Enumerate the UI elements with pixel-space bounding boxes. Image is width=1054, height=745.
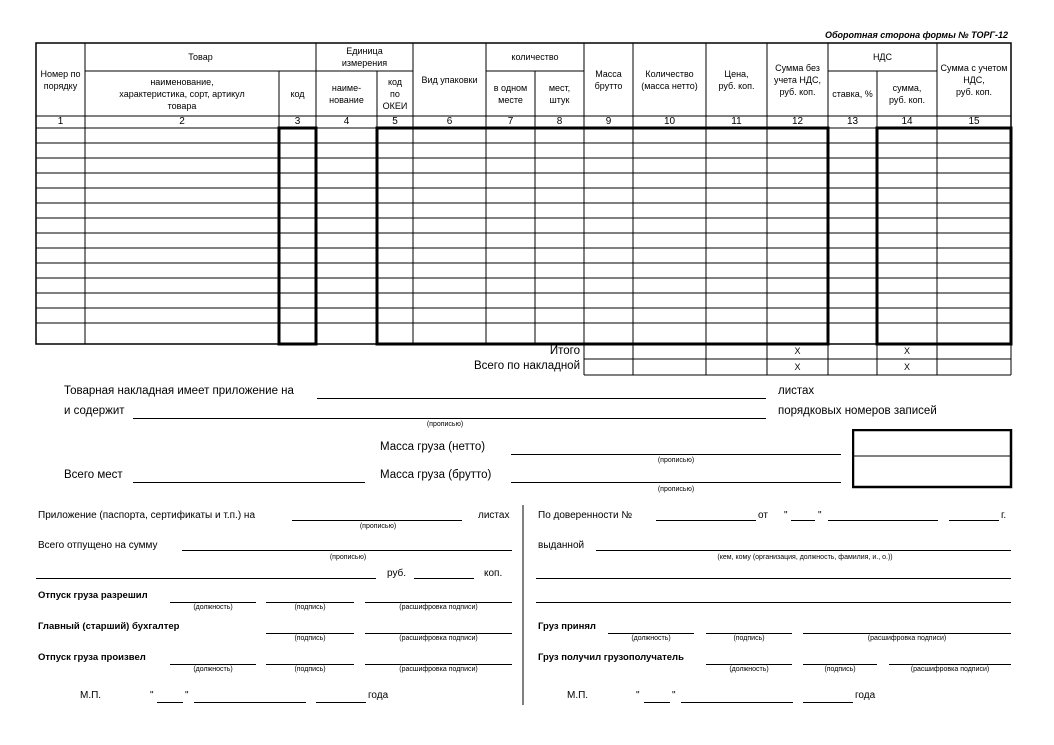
- chief-accountant-decoding[interactable]: [365, 633, 512, 634]
- released-sum-field[interactable]: [182, 550, 512, 551]
- header-net-qty: Количество (масса нетто): [641, 68, 698, 91]
- left-quote-open: ": [150, 690, 154, 701]
- proxy-day-field[interactable]: [791, 520, 815, 521]
- left-year-label: года: [368, 690, 389, 701]
- release-done-label: Отпуск груза произвел: [38, 652, 146, 663]
- proxy-from-label: от: [758, 510, 768, 521]
- vsego-x-sum: X: [794, 362, 801, 372]
- header-quantity: количество: [511, 52, 559, 62]
- release-done-decoding[interactable]: [365, 664, 512, 665]
- proxy-quote-open: ": [784, 510, 788, 521]
- mass-gross-label: Масса груза (брутто): [380, 469, 492, 481]
- right-mp-label: М.П.: [567, 690, 589, 701]
- mass-net-label: Масса груза (нетто): [380, 441, 486, 453]
- cargo-received-label: Груз получил грузополучатель: [538, 652, 684, 663]
- col-num-3: 3: [294, 116, 301, 127]
- total-places-field[interactable]: [133, 482, 365, 483]
- proxy-year-field[interactable]: [949, 520, 999, 521]
- release-allowed-decoding[interactable]: [365, 602, 512, 603]
- appendix-sheets-field[interactable]: [292, 520, 462, 521]
- attachment-text: Товарная накладная имеет приложение на: [64, 385, 294, 397]
- appendix-caption: (прописью): [359, 523, 397, 530]
- cargo-accepted-signature[interactable]: [706, 633, 792, 634]
- proxy-quote-close: ": [818, 510, 822, 521]
- cargo-received-signature[interactable]: [803, 664, 877, 665]
- cargo-accepted-decoding[interactable]: [803, 633, 1011, 634]
- col-num-4: 4: [343, 116, 350, 127]
- col-num-1: 1: [57, 116, 64, 127]
- header-sum-with-vat: Сумма с учетом НДС, руб. коп.: [940, 62, 1008, 97]
- col-num-14: 14: [901, 116, 913, 127]
- mass-net-caption: (прописью): [657, 457, 695, 464]
- col-num-12: 12: [791, 116, 804, 127]
- header-row-number: Номер по порядку: [40, 68, 81, 91]
- totals-vsego-label: Всего по накладной: [473, 360, 580, 372]
- release-done-decoding-caption: (расшифровка подписи): [399, 666, 478, 673]
- issued-field[interactable]: [596, 550, 1011, 551]
- header-vat-sum: сумма, руб. коп.: [888, 82, 926, 105]
- issued-caption: (кем, кому (организация, должность, фамилия, и., о.)): [717, 554, 893, 561]
- total-places-label: Всего мест: [64, 469, 123, 481]
- chief-accountant-signature[interactable]: [266, 633, 354, 634]
- header-sum-no-vat: Сумма без учета НДС, руб. коп.: [773, 62, 822, 97]
- release-allowed-position-caption: (должность): [193, 604, 233, 611]
- issued-field-2[interactable]: [536, 578, 1011, 579]
- header-goods-name: наименование, характеристика, сорт, артикул товара: [119, 76, 245, 111]
- attachment-sheets-field[interactable]: [317, 398, 766, 399]
- chief-accountant-signature-caption: (подпись): [294, 635, 326, 642]
- right-quote-open: ": [636, 690, 640, 701]
- release-allowed-decoding-caption: (расшифровка подписи): [399, 604, 478, 611]
- proxy-label: По доверенности №: [538, 510, 633, 521]
- release-allowed-signature[interactable]: [266, 602, 354, 603]
- contains-text: и содержит: [64, 405, 125, 417]
- right-year-label: года: [855, 690, 876, 701]
- col-num-5: 5: [392, 116, 398, 127]
- proxy-month-field[interactable]: [828, 520, 938, 521]
- left-quote-close: ": [185, 690, 189, 701]
- col-num-9: 9: [605, 116, 612, 127]
- cargo-received-signature-caption: (подпись): [824, 666, 856, 673]
- cargo-accepted-decoding-caption: (расшифровка подписи): [867, 635, 947, 642]
- form-title: Оборотная сторона формы № ТОРГ-12: [824, 30, 1008, 40]
- rub-label: руб.: [387, 568, 407, 579]
- right-day-field[interactable]: [644, 702, 670, 703]
- right-quote-close: ": [672, 690, 676, 701]
- cargo-accepted-position[interactable]: [608, 633, 694, 634]
- header-goods-code: код: [290, 88, 305, 99]
- col-num-6: 6: [446, 116, 453, 127]
- records-caption: (прописью): [426, 421, 464, 428]
- records-count-field[interactable]: [133, 418, 766, 419]
- col-num-11: 11: [731, 116, 742, 127]
- released-sum-label: Всего отпущено на сумму: [38, 540, 158, 551]
- col-num-2: 2: [179, 116, 185, 127]
- mass-gross-caption: (прописью): [657, 486, 695, 493]
- cargo-received-position[interactable]: [706, 664, 792, 665]
- attachment-sheets-label: листах: [778, 385, 815, 397]
- vsego-x-vat: X: [903, 362, 910, 372]
- header-unit: Единица измерения: [341, 46, 388, 68]
- header-qty-in-place: в одном месте: [493, 82, 528, 105]
- appendix-sheets-label: листах: [478, 510, 510, 521]
- col-num-7: 7: [507, 116, 514, 127]
- itogo-x-sum: X: [794, 346, 801, 356]
- released-sum-field-2[interactable]: [36, 578, 376, 579]
- kop-label: коп.: [484, 568, 503, 579]
- kop-field[interactable]: [414, 578, 474, 579]
- header-price: Цена, руб. коп.: [718, 68, 755, 91]
- issued-label: выданной: [538, 540, 585, 551]
- left-month-field[interactable]: [194, 702, 306, 703]
- col-num-13: 13: [846, 116, 859, 127]
- header-vat: НДС: [872, 52, 893, 62]
- mass-gross-field[interactable]: [511, 482, 841, 483]
- chief-accountant-label: Главный (старший) бухгалтер: [38, 621, 180, 632]
- left-year-field[interactable]: [316, 702, 366, 703]
- right-month-field[interactable]: [681, 702, 793, 703]
- release-allowed-label: Отпуск груза разрешил: [38, 590, 148, 601]
- header-unit-okei: код по ОКЕИ: [382, 76, 408, 111]
- release-done-position[interactable]: [170, 664, 256, 665]
- cargo-accepted-signature-caption: (подпись): [733, 635, 765, 642]
- release-done-signature[interactable]: [266, 664, 354, 665]
- header-unit-name: наиме- нование: [329, 82, 364, 105]
- col-num-8: 8: [556, 116, 563, 127]
- release-done-signature-caption: (подпись): [294, 666, 326, 673]
- header-vat-rate: ставка, %: [832, 88, 873, 99]
- appendix-label: Приложение (паспорта, сертификаты и т.п.) на: [38, 510, 256, 521]
- cargo-received-decoding[interactable]: [889, 664, 1011, 665]
- issued-field-3[interactable]: [536, 602, 1011, 603]
- release-done-position-caption: (должность): [193, 666, 233, 673]
- header-pack-type: Вид упаковки: [421, 74, 478, 85]
- cargo-accepted-label: Груз принял: [538, 621, 596, 632]
- col-num-10: 10: [663, 116, 676, 127]
- released-sum-caption: (прописью): [329, 554, 367, 561]
- mass-net-field[interactable]: [511, 454, 841, 455]
- cargo-received-position-caption: (должность): [729, 666, 769, 673]
- column-divider: [522, 505, 524, 705]
- mass-box: [852, 429, 1014, 489]
- chief-accountant-decoding-caption: (расшифровка подписи): [399, 635, 478, 642]
- records-label: порядковых номеров записей: [778, 405, 937, 417]
- col-num-15: 15: [968, 116, 980, 127]
- left-day-field[interactable]: [157, 702, 183, 703]
- totals-itogo-label: Итого: [549, 345, 580, 357]
- cargo-accepted-position-caption: (должность): [631, 635, 671, 642]
- header-qty-places: мест, штук: [548, 82, 571, 105]
- right-year-field[interactable]: [803, 702, 853, 703]
- itogo-x-vat: X: [903, 346, 910, 356]
- header-gross-mass: Масса брутто: [594, 68, 623, 91]
- header-goods: Товар: [188, 52, 213, 62]
- proxy-g-label: г.: [1001, 510, 1007, 521]
- release-allowed-position[interactable]: [170, 602, 256, 603]
- release-allowed-signature-caption: (подпись): [294, 604, 326, 611]
- cargo-received-decoding-caption: (расшифровка подписи): [910, 666, 990, 673]
- left-mp-label: М.П.: [80, 690, 102, 701]
- proxy-number-field[interactable]: [656, 520, 756, 521]
